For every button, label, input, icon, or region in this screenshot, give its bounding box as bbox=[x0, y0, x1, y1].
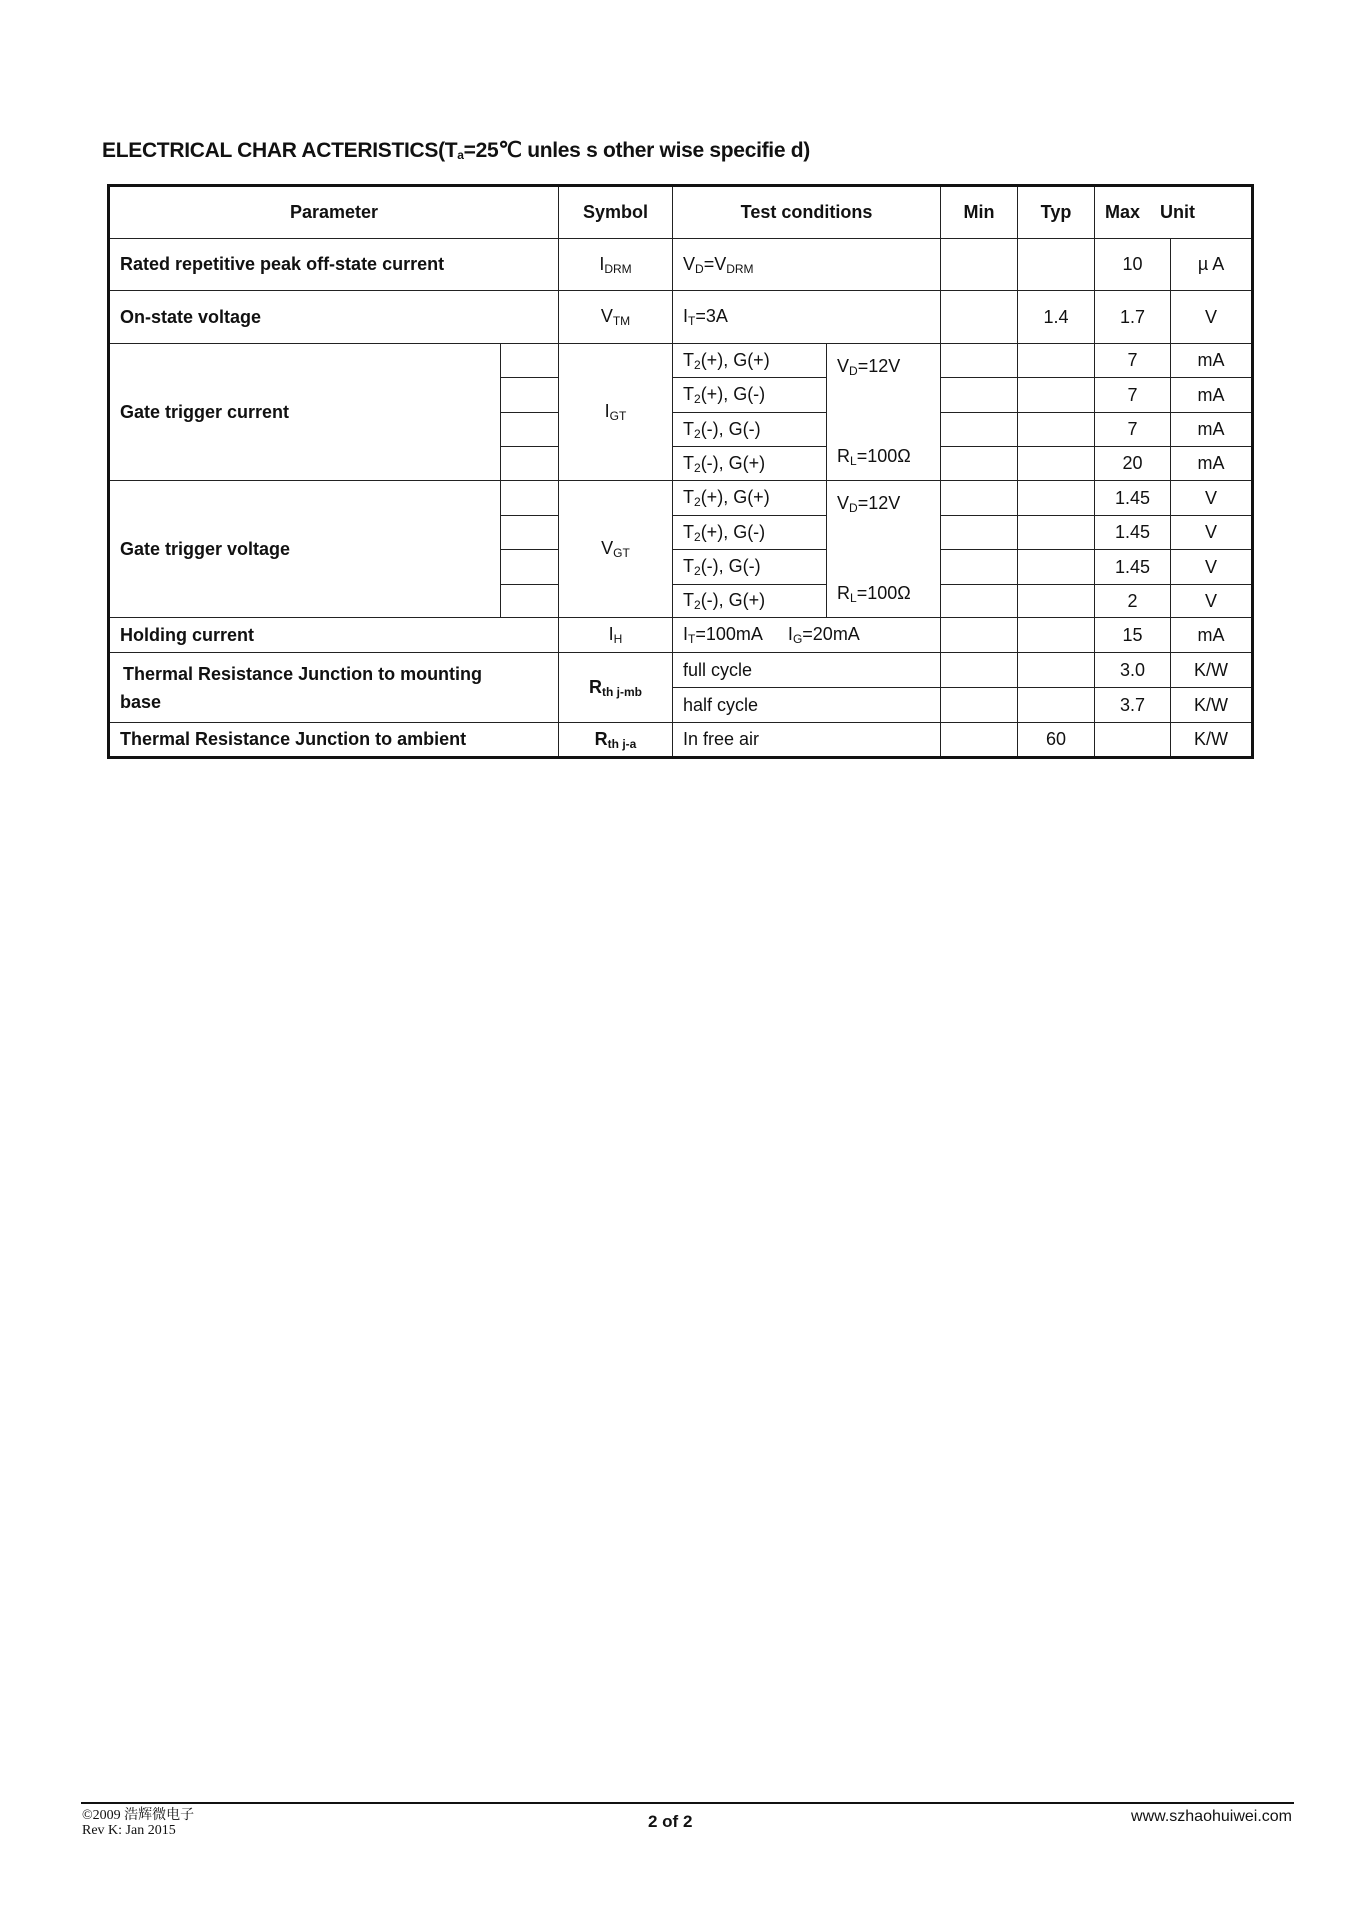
max-cell: 1.7 bbox=[1095, 291, 1171, 344]
page-number: 2 of 2 bbox=[648, 1812, 693, 1831]
table-row bbox=[109, 291, 1253, 344]
section-title: ELECTRICAL CHAR $ACTERISTICS(T_a=25℃$ unles s other wise specifie d) bbox=[102, 139, 810, 162]
typ-cell: 1.4 bbox=[1018, 291, 1095, 344]
electrical-characteristics-table bbox=[107, 184, 1254, 759]
symbol-cell: $V_{GT}$ bbox=[559, 481, 673, 618]
max-cell: 3.7 bbox=[1095, 688, 1171, 723]
max-cell: 1.45 bbox=[1095, 516, 1171, 550]
quadrant-cell: $T_2(-)$, G(-) bbox=[673, 550, 827, 585]
unit-cell: V bbox=[1171, 291, 1253, 344]
table-row bbox=[109, 723, 1253, 758]
max-cell: 15 bbox=[1095, 618, 1171, 653]
symbol-cell: $R_{th j-mb}$ bbox=[559, 653, 673, 723]
footer-copyright: ©2009 浩辉微电子 bbox=[82, 1808, 195, 1823]
symbol-cell: $I_{DRM}$ bbox=[559, 239, 673, 291]
footer-left bbox=[82, 1808, 194, 1838]
header-row bbox=[109, 186, 1253, 239]
table-row bbox=[109, 481, 1253, 516]
unit-cell: mA bbox=[1171, 618, 1253, 653]
header-max-unit: Max Unit bbox=[1095, 186, 1253, 239]
unit-cell: V bbox=[1171, 516, 1253, 550]
parameter-cell: Gate trigger voltage bbox=[109, 481, 501, 618]
unit-cell: mA bbox=[1171, 344, 1253, 378]
condition-cell: $I_T=3A$ bbox=[673, 291, 941, 344]
unit-cell: µ A bbox=[1171, 239, 1253, 291]
max-cell: 1.45 bbox=[1095, 550, 1171, 585]
condition-cell: $I_T=100mA$ $I_G=20mA$ bbox=[673, 618, 941, 653]
quadrant-cell: $T_2(+)$, G(+) bbox=[673, 481, 827, 516]
quadrant-cell: $T_2(+)$, G(+) bbox=[673, 344, 827, 378]
unit-cell: mA bbox=[1171, 413, 1253, 447]
table-row bbox=[109, 239, 1253, 291]
parameter-cell: On-state voltage bbox=[109, 291, 559, 344]
max-cell: 3.0 bbox=[1095, 653, 1171, 688]
max-cell: 20 bbox=[1095, 447, 1171, 481]
parameter-cell: Gate trigger current bbox=[109, 344, 501, 481]
unit-cell: K/W bbox=[1171, 723, 1253, 758]
table-row bbox=[109, 618, 1253, 653]
unit-cell: K/W bbox=[1171, 688, 1253, 723]
header-min: Min bbox=[941, 186, 1018, 239]
max-cell: 10 bbox=[1095, 239, 1171, 291]
symbol-cell: $V_{TM}$ bbox=[559, 291, 673, 344]
condition-cell: $V_D=12V$ $R_L=100\Omega$ bbox=[827, 344, 941, 481]
condition-cell: $V_D=12V$ $R_L=100\Omega$ bbox=[827, 481, 941, 618]
unit-cell: V bbox=[1171, 481, 1253, 516]
header-typ: Typ bbox=[1018, 186, 1095, 239]
header-test-conditions: Test conditions bbox=[673, 186, 941, 239]
unit-cell: V bbox=[1171, 585, 1253, 618]
footer-divider bbox=[81, 1802, 1294, 1804]
quadrant-cell: $T_2(-)$, G(-) bbox=[673, 413, 827, 447]
footer-revision: Rev K: Jan 2015 bbox=[82, 1823, 176, 1838]
header-symbol: Symbol bbox=[559, 186, 673, 239]
condition-cell: full cycle bbox=[673, 653, 941, 688]
header-parameter: Parameter bbox=[109, 186, 559, 239]
max-cell: 7 bbox=[1095, 344, 1171, 378]
parameter-cell: Thermal Resistance Junction to ambient bbox=[109, 723, 559, 758]
symbol-cell: $I_H$ bbox=[559, 618, 673, 653]
table-row bbox=[109, 653, 1253, 688]
quadrant-cell: $T_2(+)$, G(-) bbox=[673, 516, 827, 550]
table-row bbox=[109, 344, 1253, 378]
unit-cell: mA bbox=[1171, 447, 1253, 481]
parameter-cell: Thermal Resistance Junction to mounting base bbox=[109, 653, 559, 723]
quadrant-cell: $T_2(-)$, G(+) bbox=[673, 585, 827, 618]
quadrant-cell: $T_2(+)$, G(-) bbox=[673, 378, 827, 413]
max-cell: 7 bbox=[1095, 413, 1171, 447]
max-cell: 2 bbox=[1095, 585, 1171, 618]
symbol-cell: $I_{GT}$ bbox=[559, 344, 673, 481]
condition-cell: In free air bbox=[673, 723, 941, 758]
condition-cell: $V_D=V_{DRM}$ bbox=[673, 239, 941, 291]
condition-cell: half cycle bbox=[673, 688, 941, 723]
symbol-cell: $R_{th j-a}$ bbox=[559, 723, 673, 758]
parameter-cell: Rated repetitive peak off-state current bbox=[109, 239, 559, 291]
footer-website: www.szhaohuiwei.com bbox=[1131, 1808, 1292, 1825]
unit-cell: V bbox=[1171, 550, 1253, 585]
max-cell: 7 bbox=[1095, 378, 1171, 413]
max-cell: 1.45 bbox=[1095, 481, 1171, 516]
unit-cell: K/W bbox=[1171, 653, 1253, 688]
quadrant-cell: $T_2(-)$, G(+) bbox=[673, 447, 827, 481]
unit-cell: mA bbox=[1171, 378, 1253, 413]
parameter-cell: Holding current bbox=[109, 618, 559, 653]
typ-cell: 60 bbox=[1018, 723, 1095, 758]
